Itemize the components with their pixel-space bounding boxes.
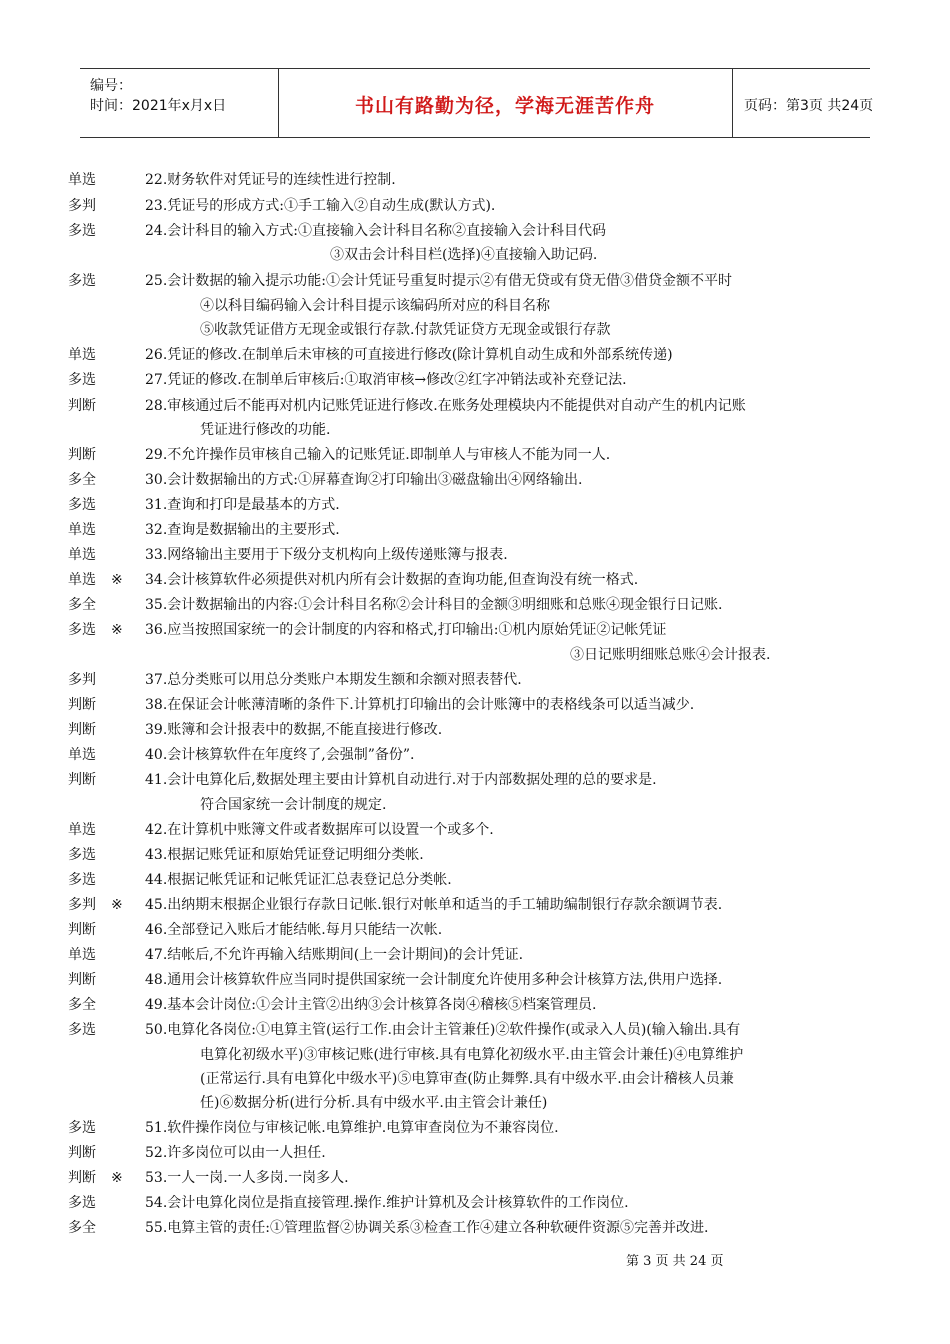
question-text: 23.凭证号的形成方式:①手工输入②自动生成(默认方式). [145, 198, 496, 214]
question-type: 多选 [68, 1195, 96, 1211]
question-type: 判断 [68, 447, 96, 463]
question-text: 54.会计电算化岗位是指直接管理.操作.维护计算机及会计核算软件的工作岗位. [145, 1195, 629, 1211]
question-type: 判断 [68, 1170, 96, 1186]
question-text: 25.会计数据的输入提示功能:①会计凭证号重复时提示②有借无贷或有贷无借③借贷金额不平时 [145, 273, 732, 289]
question-text: 53.一人一岗.一人多岗.一岗多人. [145, 1170, 349, 1186]
question-type: 多选 [68, 1022, 96, 1038]
question-text: 37.总分类账可以用总分类账户本期发生额和余额对照表替代. [145, 672, 522, 688]
question-type: 单选 [68, 172, 96, 188]
question-type: 多选 [68, 273, 96, 289]
question-text: 24.会计科目的输入方式:①直接输入会计科目名称②直接输入会计科目代码 [145, 223, 606, 239]
question-text: ⑤收款凭证借方无现金或银行存款.付款凭证贷方无现金或银行存款 [200, 322, 611, 338]
question-type: 判断 [68, 922, 96, 938]
question-type: 多判 [68, 198, 96, 214]
question-text: 27.凭证的修改.在制单后审核后:①取消审核→修改②红字冲销法或补充登记法. [145, 372, 627, 388]
question-text: 32.查询是数据输出的主要形式. [145, 522, 340, 538]
question-text: 52.许多岗位可以由一人担任. [145, 1145, 326, 1161]
star-mark: ※ [111, 1170, 123, 1186]
question-type: 多判 [68, 897, 96, 913]
question-text: ③日记账明细账总账④会计报表. [570, 647, 771, 663]
question-type: 多选 [68, 372, 96, 388]
question-type: 单选 [68, 547, 96, 563]
question-type: 多选 [68, 622, 96, 638]
question-text: ④以科目编码输入会计科目提示该编码所对应的科目名称 [200, 298, 550, 314]
question-type: 判断 [68, 398, 96, 414]
question-type: 判断 [68, 972, 96, 988]
question-text: 35.会计数据输出的内容:①会计科目名称②会计科目的金额③明细账和总账④现金银行日记账. [145, 597, 723, 613]
question-text: 22.财务软件对凭证号的连续性进行控制. [145, 172, 396, 188]
star-mark: ※ [111, 572, 123, 588]
question-type: 单选 [68, 947, 96, 963]
question-text: 47.结帐后,不允许再输入结账期间(上一会计期间)的会计凭证. [145, 947, 524, 963]
question-text: 46.全部登记入账后才能结帐.每月只能结一次帐. [145, 922, 443, 938]
header-right-cell [732, 69, 874, 137]
page-footer: 第 3 页 共 24 页 [626, 1254, 724, 1269]
question-text: 31.查询和打印是最基本的方式. [145, 497, 340, 513]
question-text: 43.根据记账凭证和原始凭证登记明细分类帐. [145, 847, 424, 863]
question-text: 48.通用会计核算软件应当同时提供国家统一会计制度允许使用多种会计核算方法,供用户选择. [145, 972, 723, 988]
page-label: 页码：第3页 共24页 [744, 98, 874, 114]
question-text: 33.网络输出主要用于下级分支机构向上级传递账簿与报表. [145, 547, 508, 563]
question-type: 单选 [68, 747, 96, 763]
question-text: 符合国家统一会计制度的规定. [200, 797, 387, 813]
question-type: 判断 [68, 722, 96, 738]
question-text: 45.出纳期末根据企业银行存款日记帐.银行对帐单和适当的手工辅助编制银行存款余额调节表. [145, 897, 723, 913]
header-left-cell [80, 69, 279, 137]
question-type: 单选 [68, 572, 96, 588]
question-type: 单选 [68, 822, 96, 838]
question-type: 多全 [68, 997, 96, 1013]
question-text: 电算化初级水平)③审核记账(进行审核.具有电算化初级水平.由主管会计兼任)④电算维护 [200, 1047, 744, 1063]
question-type: 多全 [68, 472, 96, 488]
question-type: 判断 [68, 697, 96, 713]
question-text: 41.会计电算化后,数据处理主要由计算机自动进行.对于内部数据处理的总的要求是. [145, 772, 657, 788]
question-text: 29.不允许操作员审核自己输入的记账凭证.即制单人与审核人不能为同一人. [145, 447, 611, 463]
question-type: 多选 [68, 223, 96, 239]
question-type: 判断 [68, 772, 96, 788]
question-text: 34.会计核算软件必须提供对机内所有会计数据的查询功能,但查询没有统一格式. [145, 572, 639, 588]
question-text: 凭证进行修改的功能. [200, 422, 331, 438]
question-type: 多选 [68, 497, 96, 513]
question-type: 多选 [68, 847, 96, 863]
question-type: 多选 [68, 872, 96, 888]
question-text: 51.软件操作岗位与审核记帐.电算维护.电算审查岗位为不兼容岗位. [145, 1120, 559, 1136]
question-text: 49.基本会计岗位:①会计主管②出纳③会计核算各岗④稽核⑤档案管理员. [145, 997, 597, 1013]
star-mark: ※ [111, 897, 123, 913]
question-text: 38.在保证会计帐薄清晰的条件下.计算机打印输出的会计账簿中的表格线条可以适当减少. [145, 697, 695, 713]
question-type: 多判 [68, 672, 96, 688]
motto: 书山有路勤为径，学海无涯苦作舟 [354, 95, 655, 117]
page-header [80, 68, 874, 138]
question-type: 判断 [68, 1145, 96, 1161]
question-type: 单选 [68, 347, 96, 363]
question-type: 多全 [68, 1220, 96, 1236]
question-text: 50.电算化各岗位:①电算主管(运行工作.由会计主管兼任)②软件操作(或录入人员)(输入输出.具有 [145, 1022, 741, 1038]
question-type: 多全 [68, 597, 96, 613]
question-text: 36.应当按照国家统一的会计制度的内容和格式,打印输出:①机内原始凭证②记帐凭证 [145, 622, 667, 638]
question-text: 26.凭证的修改.在制单后未审核的可直接进行修改(除计算机自动生成和外部系统传递) [145, 347, 673, 363]
question-text: 40.会计核算软件在年度终了,会强制”备份”. [145, 747, 415, 763]
question-text: 任)⑥数据分析(进行分析.具有中级水平.由主管会计兼任) [200, 1095, 548, 1111]
date-label: 时间：2021年x月x日 [90, 98, 227, 114]
question-text: 55.电算主管的责任:①管理监督②协调关系③检查工作④建立各种软硬件资源⑤完善并改进. [145, 1220, 709, 1236]
header-motto-cell [278, 69, 733, 137]
question-type: 多选 [68, 1120, 96, 1136]
question-text: 39.账簿和会计报表中的数据,不能直接进行修改. [145, 722, 443, 738]
question-text: 42.在计算机中账簿文件或者数据库可以设置一个或多个. [145, 822, 494, 838]
number-label: 编号： [90, 78, 132, 94]
question-text: ③双击会计科目栏(选择)④直接输入助记码. [330, 247, 598, 263]
question-text: 30.会计数据输出的方式:①屏幕查询②打印输出③磁盘输出④网络输出. [145, 472, 583, 488]
question-text: (正常运行.具有电算化中级水平)⑤电算审查(防止舞弊.具有中级水平.由会计稽核人员兼 [200, 1071, 734, 1087]
question-type: 单选 [68, 522, 96, 538]
star-mark: ※ [111, 622, 123, 638]
question-text: 44.根据记帐凭证和记帐凭证汇总表登记总分类帐. [145, 872, 452, 888]
question-text: 28.审核通过后不能再对机内记账凭证进行修改.在账务处理模块内不能提供对自动产生的机内记账 [145, 398, 746, 414]
